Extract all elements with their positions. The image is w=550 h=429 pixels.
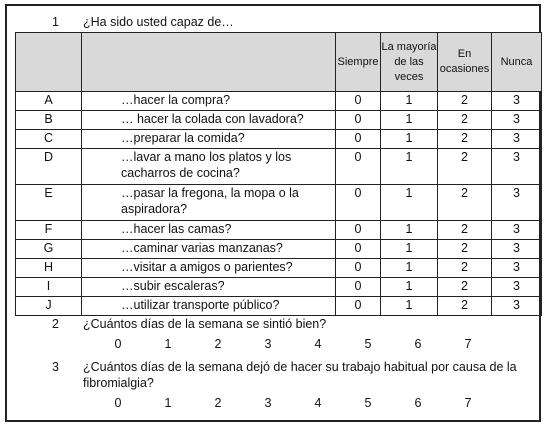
value-ocasiones[interactable]: 2 [438, 259, 492, 278]
q2-scale [0, 336, 550, 353]
table-row [16, 240, 542, 259]
value-mayoria[interactable]: 1 [381, 185, 438, 221]
row-letter: D [16, 149, 82, 185]
row-label: …visitar a amigos o parientes? [82, 259, 336, 278]
value-ocasiones[interactable]: 2 [438, 240, 492, 259]
row-label: …preparar la comida? [82, 130, 336, 149]
row-letter: A [16, 92, 82, 111]
value-nunca[interactable]: 3 [492, 221, 542, 240]
value-mayoria[interactable]: 1 [381, 130, 438, 149]
row-letter: C [16, 130, 82, 149]
q1-header-mayoria: La mayoría de las veces [381, 33, 438, 92]
q2-option[interactable]: 3 [264, 337, 272, 351]
row-letter: H [16, 259, 82, 278]
value-siempre[interactable]: 0 [336, 92, 381, 111]
table-row [16, 221, 542, 240]
q1-table [15, 32, 542, 316]
value-ocasiones[interactable]: 2 [438, 185, 492, 221]
table-row [16, 149, 542, 185]
value-nunca[interactable]: 3 [492, 185, 542, 221]
row-letter: J [16, 297, 82, 316]
value-ocasiones[interactable]: 2 [438, 278, 492, 297]
value-nunca[interactable]: 3 [492, 278, 542, 297]
q3-option[interactable]: 5 [364, 396, 372, 410]
table-row [16, 297, 542, 316]
q3-number: 3 [52, 360, 59, 374]
value-nunca[interactable]: 3 [492, 149, 542, 185]
value-mayoria[interactable]: 1 [381, 240, 438, 259]
value-siempre[interactable]: 0 [336, 240, 381, 259]
table-row [16, 259, 542, 278]
value-nunca[interactable]: 3 [492, 130, 542, 149]
q2-option[interactable]: 5 [364, 337, 372, 351]
value-nunca[interactable]: 3 [492, 111, 542, 130]
q1-header-row [16, 33, 542, 92]
row-letter: E [16, 185, 82, 221]
table-row [16, 111, 542, 130]
value-ocasiones[interactable]: 2 [438, 297, 492, 316]
table-row [16, 278, 542, 297]
q3-scale [0, 395, 550, 412]
table-row [16, 185, 542, 221]
row-letter: G [16, 240, 82, 259]
value-ocasiones[interactable]: 2 [438, 111, 492, 130]
row-label: …pasar la fregona, la mopa o la aspiradora? [82, 185, 336, 221]
q3-option[interactable]: 7 [464, 396, 472, 410]
q1-header-siempre: Siempre [336, 33, 381, 92]
q1-header-letter [16, 33, 82, 92]
q2-option[interactable]: 2 [214, 337, 222, 351]
q1-number: 1 [52, 15, 59, 29]
q3-option[interactable]: 6 [414, 396, 422, 410]
row-label: …subir escaleras? [82, 278, 336, 297]
value-mayoria[interactable]: 1 [381, 149, 438, 185]
value-siempre[interactable]: 0 [336, 111, 381, 130]
q3-option[interactable]: 2 [214, 396, 222, 410]
q3-option[interactable]: 4 [314, 396, 322, 410]
table-row [16, 92, 542, 111]
q2-prompt: ¿Cuántos días de la semana se sintió bien? [83, 317, 327, 331]
q1-header-nunca: Nunca [492, 33, 542, 92]
row-label: …hacer la compra? [82, 92, 336, 111]
row-label: … hacer la colada con lavadora? [82, 111, 336, 130]
value-ocasiones[interactable]: 2 [438, 92, 492, 111]
table-row [16, 130, 542, 149]
q2-option[interactable]: 7 [464, 337, 472, 351]
value-siempre[interactable]: 0 [336, 259, 381, 278]
q2-option[interactable]: 0 [114, 337, 122, 351]
q1-header-item [82, 33, 336, 92]
row-label: …hacer las camas? [82, 221, 336, 240]
value-nunca[interactable]: 3 [492, 92, 542, 111]
value-siempre[interactable]: 0 [336, 221, 381, 240]
value-siempre[interactable]: 0 [336, 278, 381, 297]
q3-prompt-line2: fibromialgia? [83, 376, 154, 390]
value-ocasiones[interactable]: 2 [438, 221, 492, 240]
value-mayoria[interactable]: 1 [381, 111, 438, 130]
row-label: …lavar a mano los platos y los cacharros de cocina? [82, 149, 336, 185]
q3-option[interactable]: 0 [114, 396, 122, 410]
q2-number: 2 [52, 317, 59, 331]
value-mayoria[interactable]: 1 [381, 259, 438, 278]
q1-header-ocasiones: En ocasiones [438, 33, 492, 92]
value-siempre[interactable]: 0 [336, 149, 381, 185]
row-label: …utilizar transporte público? [82, 297, 336, 316]
row-letter: B [16, 111, 82, 130]
value-nunca[interactable]: 3 [492, 297, 542, 316]
value-siempre[interactable]: 0 [336, 185, 381, 221]
row-letter: F [16, 221, 82, 240]
value-nunca[interactable]: 3 [492, 240, 542, 259]
value-mayoria[interactable]: 1 [381, 297, 438, 316]
value-mayoria[interactable]: 1 [381, 92, 438, 111]
value-mayoria[interactable]: 1 [381, 278, 438, 297]
row-label: …caminar varias manzanas? [82, 240, 336, 259]
q3-prompt-line1: ¿Cuántos días de la semana dejó de hacer su trabajo habitual por causa de la [83, 360, 517, 374]
row-letter: I [16, 278, 82, 297]
value-siempre[interactable]: 0 [336, 130, 381, 149]
q2-option[interactable]: 6 [414, 337, 422, 351]
q1-prompt: ¿Ha sido usted capaz de… [83, 15, 234, 29]
q2-option[interactable]: 1 [164, 337, 172, 351]
value-ocasiones[interactable]: 2 [438, 149, 492, 185]
value-ocasiones[interactable]: 2 [438, 130, 492, 149]
q3-option[interactable]: 3 [264, 396, 272, 410]
value-siempre[interactable]: 0 [336, 297, 381, 316]
value-nunca[interactable]: 3 [492, 259, 542, 278]
q2-option[interactable]: 4 [314, 337, 322, 351]
value-mayoria[interactable]: 1 [381, 221, 438, 240]
q3-option[interactable]: 1 [164, 396, 172, 410]
